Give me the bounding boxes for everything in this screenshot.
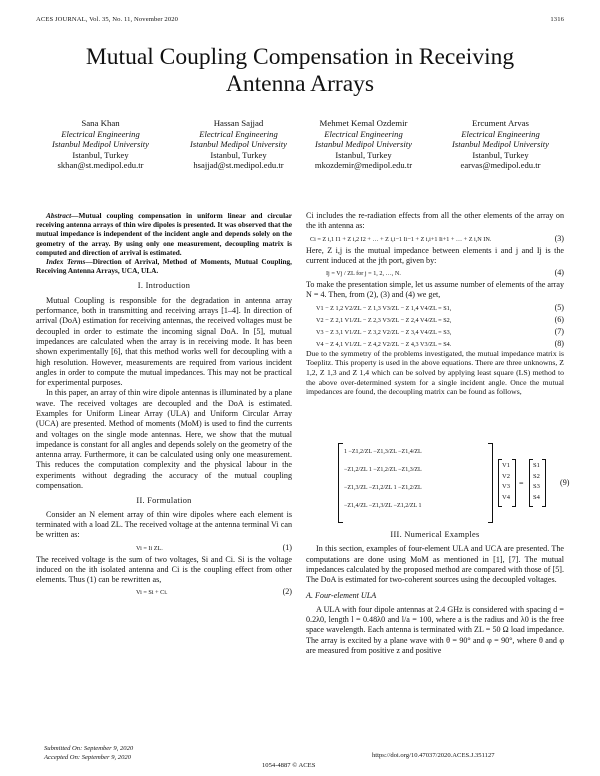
author-dept: Electrical Engineering bbox=[461, 128, 540, 139]
equation-number: (9) bbox=[560, 478, 570, 487]
equation-body: V1 − Z 1,2 V2/ZL − Z 1,3 V3/ZL − Z 1,4 V4/ZL = S1, bbox=[316, 304, 452, 312]
matrix-row: −Z1,2/ZL 1 −Z1,2/ZL −Z1,3/ZL bbox=[344, 467, 422, 473]
equation-number: (4) bbox=[554, 268, 564, 278]
author-name: Mehmet Kemal Ozdemir bbox=[319, 118, 408, 128]
subsection-heading: A. Four-element ULA bbox=[306, 591, 377, 601]
author-email: hsajjad@st.medipol.edu.tr bbox=[193, 160, 284, 171]
abstract bbox=[36, 211, 292, 257]
paragraph: The received voltage is the sum of two voltages, Si and Ci. Si is the voltage induced on the ith isolated antenna and Ci is the coupling effect from other elements. Thus (1) can be rewritten as, bbox=[36, 554, 292, 585]
equation bbox=[36, 541, 292, 555]
vector-entry: S1 bbox=[533, 462, 540, 469]
page-number: 1316 bbox=[550, 16, 564, 23]
section-heading: III. Numerical Examples bbox=[390, 530, 480, 539]
equation-number: (7) bbox=[554, 326, 564, 336]
author-name: Ercument Arvas bbox=[472, 118, 529, 128]
equals-sign: = bbox=[519, 479, 524, 488]
paragraph: Here, Z i,j is the mutual impedance between elements i and j and Ij is the current induced at the jth port, given by: bbox=[306, 245, 564, 265]
author-block bbox=[301, 118, 426, 171]
accepted-date: Accepted On: September 9, 2020 bbox=[44, 754, 131, 761]
author-city: Istanbul, Turkey bbox=[210, 149, 267, 160]
paragraph: In this section, examples of four-element ULA and UCA are presented. The computations are done using MoM as mentioned in [1], [7]. The mutual impedances calculated by the proposed method are compared with those of [5]. The DoA is estimated for two-coherent sources using the decoupled voltages. bbox=[306, 544, 564, 585]
equation-body: Ij = Vj / ZL for j = 1, 2, …, N. bbox=[326, 270, 401, 278]
author-email: mkozdemir@medipol.edu.tr bbox=[314, 160, 413, 171]
doi-link[interactable]: https://doi.org/10.47037/2020.ACES.J.351127 bbox=[372, 752, 495, 759]
author-name: Hassan Sajjad bbox=[213, 118, 264, 128]
index-terms-text: —Direction of Arrival, Method of Moments, Mutual Coupling, Receiving Antenna Arrays, UCA, ULA. bbox=[36, 257, 292, 276]
abstract-label: Abstract bbox=[46, 211, 72, 220]
equation bbox=[306, 337, 564, 349]
author-city: Istanbul, Turkey bbox=[335, 149, 392, 160]
section-heading: I. Introduction bbox=[137, 281, 191, 291]
author-dept: Electrical Engineering bbox=[61, 128, 140, 139]
vector-entry: S4 bbox=[533, 493, 540, 501]
equation bbox=[36, 585, 292, 599]
equation-number: (2) bbox=[282, 587, 292, 597]
section-heading: II. Formulation bbox=[136, 496, 192, 506]
equation-number: (3) bbox=[554, 233, 564, 243]
equation bbox=[306, 266, 564, 280]
vector-s bbox=[533, 461, 540, 503]
vector-v bbox=[502, 461, 510, 503]
right-column bbox=[306, 211, 564, 397]
vector-entry: S3 bbox=[533, 483, 540, 490]
vector-entry: V3 bbox=[502, 483, 510, 490]
paragraph: Due to the symmetry of the problems investigated, the mutual impedance matrix is Toeplitz. This property is used in the above equations. There are three unknowns, Z 1,2, Z 1,3 and Z 1,4 which can be solved by applying least square (LS) method to the above over-determined system for a single incident angle. Once the mutual impedances are found, the decoupling matrix can be found as follows, bbox=[306, 348, 564, 397]
vector-entry: V2 bbox=[502, 472, 510, 480]
equation-body: V3 − Z 3,1 V1/ZL − Z 3,2 V2/ZL − Z 3,4 V4/ZL = S3, bbox=[316, 328, 452, 336]
paper-title: Mutual Coupling Compensation in Receiving Antenna Arrays bbox=[85, 44, 515, 97]
author-city: Istanbul, Turkey bbox=[72, 149, 129, 160]
author-email: skhan@st.medipol.edu.tr bbox=[57, 160, 144, 171]
author-univ: Istanbul Medipol University bbox=[190, 139, 287, 150]
equation-number: (5) bbox=[554, 302, 564, 312]
paragraph: Consider an N element array of thin wire dipoles where each element is terminated with a load ZL. The received voltage at the antenna terminal Vi can be written as: bbox=[36, 509, 292, 540]
journal-header: ACES JOURNAL, Vol. 35, No. 11, November 2020 bbox=[36, 16, 179, 23]
author-dept: Electrical Engineering bbox=[324, 128, 403, 139]
author-dept: Electrical Engineering bbox=[199, 128, 278, 139]
author-city: Istanbul, Turkey bbox=[472, 149, 529, 160]
equation-body: V2 − Z 2,1 V1/ZL − Z 2,3 V3/ZL − Z 2,4 V4/ZL = S2, bbox=[316, 316, 452, 324]
author-univ: Istanbul Medipol University bbox=[315, 139, 412, 150]
vector-entry: S2 bbox=[533, 472, 540, 480]
decoupling-matrix bbox=[316, 441, 578, 523]
equation bbox=[306, 232, 564, 246]
abstract-text: —Mutual coupling compensation in uniform linear and circular receiving antenna arrays of thin wire dipoles is presented. It was observed that the mutual impedance is independent of the incident angle and depends solely on the geometry of the array. By using only one measurement, decoupling matrix is computed and direction of arrival is estimated. bbox=[36, 211, 292, 257]
index-terms-label: Index Terms bbox=[46, 257, 86, 267]
author-block bbox=[176, 118, 301, 171]
paragraph: In this paper, an array of thin wire dipole antennas is illuminated by a plane wave. The received voltages are decoupled and the DoA is estimated. Examples for Uniform Linear Array (ULA) and Uniform Circular Array (UCA) are presented. Method of moments (MoM) is used to find the currents and voltages on the single mode antennas. Here, we show that the mutual impedance is constant for all angles and depends solely on the geometry of the antenna array. Furthermore, it can be calculated using only one measurement. This reduces the computation complexity and the physical labour in the experiments without degrading the accuracy of the mutual coupling compensation. bbox=[36, 388, 292, 491]
matrix-bracket-left bbox=[338, 443, 343, 523]
vector-entry: V4 bbox=[502, 493, 510, 501]
author-univ: Istanbul Medipol University bbox=[452, 139, 549, 150]
equation-body: Vi = Ii ZL. bbox=[136, 544, 163, 552]
matrix-row: −Z1,3/ZL −Z1,2/ZL 1 −Z1,2/ZL bbox=[344, 485, 422, 491]
equation-body: V4 − Z 4,1 V1/ZL − Z 4,2 V2/ZL − Z 4,3 V3/ZL = S4. bbox=[316, 340, 452, 348]
author-univ: Istanbul Medipol University bbox=[52, 139, 149, 150]
vector-entry: V1 bbox=[502, 462, 510, 469]
equation-body: Vi = Si + Ci. bbox=[136, 589, 168, 597]
equation-body: Ci = Z i,1 I1 + Z i,2 I2 + … + Z i,i−1 Ii−1 + Z i,i+1 Ii+1 + … + Z i,N IN. bbox=[310, 235, 492, 243]
author-email: earvas@medipol.edu.tr bbox=[460, 160, 541, 171]
issn: 1054-4887 © ACES bbox=[262, 762, 316, 769]
equation-number: (8) bbox=[554, 338, 564, 348]
equation bbox=[306, 301, 564, 313]
matrix-row: 1 −Z1,2/ZL −Z1,3/ZL −Z1,4/ZL bbox=[344, 449, 422, 455]
matrix-row: −Z1,4/ZL −Z1,3/ZL −Z1,2/ZL 1 bbox=[344, 503, 422, 509]
author-block bbox=[38, 118, 163, 171]
vector-bracket-right bbox=[512, 459, 516, 507]
equation bbox=[306, 313, 564, 325]
paragraph: Ci includes the re-radiation effects from all the other elements of the array on the ith antenna as: bbox=[306, 211, 564, 231]
submitted-date: Submitted On: September 9, 2020 bbox=[44, 745, 134, 752]
left-column bbox=[36, 211, 292, 599]
equation-number: (6) bbox=[554, 314, 564, 324]
author-block bbox=[438, 118, 563, 171]
equation-number: (1) bbox=[282, 542, 292, 552]
matrix-bracket-right bbox=[488, 443, 493, 523]
equation bbox=[306, 325, 564, 337]
author-name: Sana Khan bbox=[81, 118, 120, 128]
paragraph: Mutual Coupling is responsible for the degradation in antenna array performance, both in transmitting and receiving arrays [1–4]. In direction of arrival (DoA) estimation for receiving antennas, the received voltages must be decoupled in order to estimate the incoming signal DoA. In [5], mutual impedances are calculated when the array is in receiving mode. It has been shown experimentally [6], that this method works well for decoupling with a high resolution. However, measurements are required from various incident angles in order to compute the mutual impedances. This may not be practical for experimental purposes. bbox=[36, 295, 292, 388]
index-terms bbox=[36, 257, 292, 275]
paragraph: A ULA with four dipole antennas at 2.4 GHz is considered with spacing d = 0.2λ0, length l = 0.48λ0 and l/a = 100, where a is the radius and λ0 is the free space wavelength. Each antenna is terminated with ZL = 50 Ω load impedance. The array is excited by a plane wave with θ = 90° and φ = 90°, where θ and φ are measured from positive z and positive bbox=[306, 604, 564, 655]
vector-bracket-right bbox=[542, 459, 546, 507]
right-column-lower bbox=[306, 530, 564, 656]
paragraph: To make the presentation simple, let us assume number of elements of the array N = 4. Then, from (2), (3) and (4) we get, bbox=[306, 280, 564, 300]
